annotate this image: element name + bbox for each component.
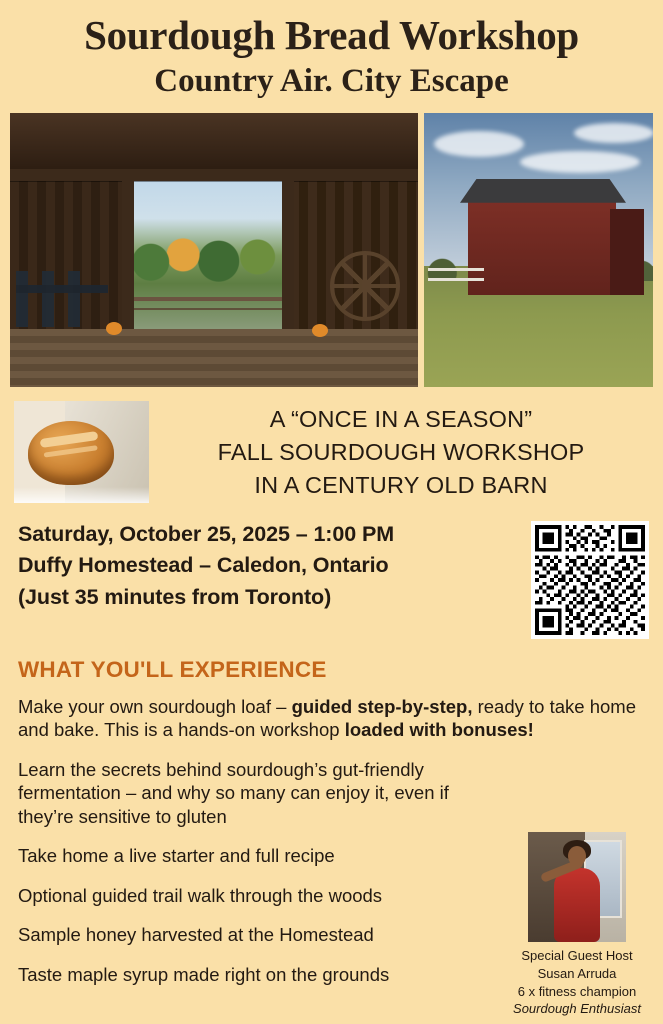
barn-doorway-view [128,157,290,333]
qr-code-image [535,525,645,635]
intro-part-2: ready to take home and bake. This is a hands-on workshop [18,695,636,741]
event-distance-note: (Just 35 minutes from Toronto) [18,584,332,609]
beam-post-right [282,169,294,349]
guest-host-photo [528,832,626,942]
red-barn-body [468,199,616,295]
barn-interior-photo [10,113,418,387]
beam-post-left [122,169,134,349]
red-dress [554,868,600,942]
pumpkin-left [106,322,122,335]
headline-row [14,397,653,503]
barn-floor [10,329,418,387]
barn-chairs [16,271,108,327]
guest-host-label: Special Guest Host [521,948,633,964]
page-subtitle: Country Air. City Escape [154,63,509,100]
guest-host-caption [501,947,653,1018]
pumpkin-right [312,324,328,337]
red-barn-roof [460,179,626,203]
intro-bold-1: guided step-by-step, [291,695,473,717]
red-barn-side [610,209,644,295]
event-location: Duffy Homestead – Caledon, Ontario [18,553,389,578]
event-details-row [18,519,649,639]
cloud-1 [434,131,524,157]
experience-heading: WHAT YOU'LL EXPERIENCE [18,656,327,682]
flour-dusting [14,487,149,503]
beam-horizontal [10,169,418,181]
headline-line-2: FALL SOURDOUGH WORKSHOP [217,439,585,466]
event-headline [149,397,653,503]
porch-railing [128,297,290,301]
white-fence [428,263,484,289]
barn-ceiling [10,113,418,175]
qr-code[interactable] [531,521,649,639]
list-item: Take home a live starter and full recipe [18,845,335,867]
list-item: Optional guided trail walk through the woods [18,884,383,906]
guest-host-credential: 6 x fitness champion [517,983,637,999]
wagon-wheel [330,251,400,321]
photo-band [10,113,653,387]
event-datetime: Saturday, October 25, 2025 – 1:00 PM [18,521,395,546]
intro-bold-2: loaded with bonuses! [344,719,534,741]
guest-host-name: Susan Arruda [537,965,617,981]
headline-line-1: A “ONCE IN A SEASON” [269,405,533,432]
guest-host-block [501,832,653,1018]
experience-intro [18,695,649,742]
guest-host-tagline: Sourdough Enthusiast [513,1001,641,1017]
barn-exterior-photo [424,113,653,387]
experience-bullets [18,758,498,986]
bread-photo [14,401,149,503]
list-item: Learn the secrets behind sourdough’s gut-friendly fermentation – and why so many can enjoy it, even if they’re sensitive to gluten [18,758,449,827]
sourdough-loaf [28,421,114,485]
autumn-trees [128,231,290,284]
cloud-3 [574,123,653,143]
headline-line-3: IN A CENTURY OLD BARN [254,472,548,499]
event-details [18,519,531,614]
page-title: Sourdough Bread Workshop [84,12,579,58]
intro-part-1: Make your own sourdough loaf – [18,695,292,717]
list-item: Sample honey harvested at the Homestead [18,924,374,946]
cloud-2 [520,151,640,173]
list-item: Taste maple syrup made right on the grounds [18,963,390,985]
